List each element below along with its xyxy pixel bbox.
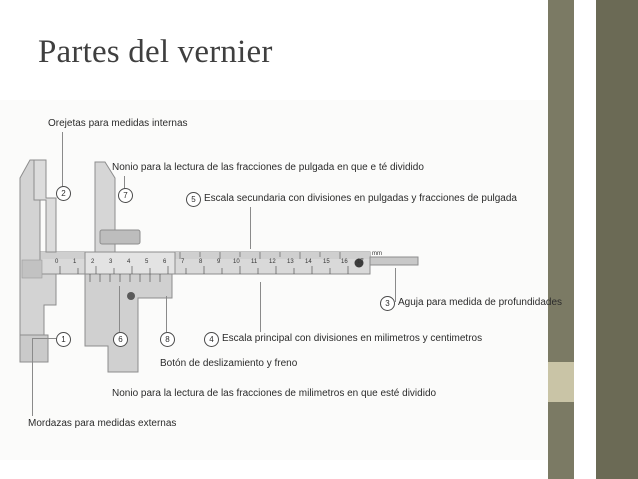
callout-label-4: Escala principal con divisiones en milimetros y centimetros [222,333,483,344]
right-dark-band [596,0,638,479]
leader-line-6 [119,286,120,332]
unit-label: mm [372,251,382,257]
callout-label-7: Nonio para la lectura de las fracciones de pulgada en que e té dividido [112,162,424,173]
callout-number-1: 1 [56,332,71,347]
callout-label-1: Mordazas para medidas externas [28,418,177,429]
callout-number-8: 8 [160,332,175,347]
callout-number-3: 3 [380,296,395,311]
callout-label-5: Escala secundaria con divisiones en pulgadas y fracciones de pulgada [204,193,517,204]
callout-number-4: 4 [204,332,219,347]
leader-line-1 [32,338,56,339]
callout-number-6: 6 [113,332,128,347]
right-olive-band-bottom [548,402,574,479]
callout-label-6: Nonio para la lectura de las fracciones de milimetros en que esté dividido [112,388,437,399]
callout-number-2: 2 [56,186,71,201]
callout-number-7: 7 [118,188,133,203]
callout-label-8: Botón de deslizamiento y freno [160,358,298,369]
leader-line-1b [32,338,33,416]
leader-line-8 [166,296,167,332]
leader-line-5 [250,207,251,249]
leader-line-4 [260,282,261,332]
vernier-caliper-figure: 0 1 2 3 4 5 6 7 8 9 10 11 12 13 14 15 16 17 mm Orejetas para medidas internas 2 Nonio para la lectura de las fracciones de pulgada en que e té dividido 7 5 Escala secundaria con divisiones en pulgadas y fracciones de pulgada 3 Aguja para medida de profundidades 4 Escala principal con divisiones en milimetros y centimetros 8 Botón de deslizamiento y freno 6 Nonio para la lectura de las fracciones de milimetros en que esté dividido 1 Mordazas para medidas externas [0,100,548,460]
callout-label-2: Orejetas para medidas internas [48,118,188,129]
right-tan-band [548,362,574,402]
callout-number-5: 5 [186,192,201,207]
caliper-illustration [0,100,548,460]
leader-line-3b [395,268,396,302]
callout-label-3: Aguja para medida de profundidades [398,297,563,308]
page-title: Partes del vernier [38,34,273,70]
right-white-band [574,0,596,479]
